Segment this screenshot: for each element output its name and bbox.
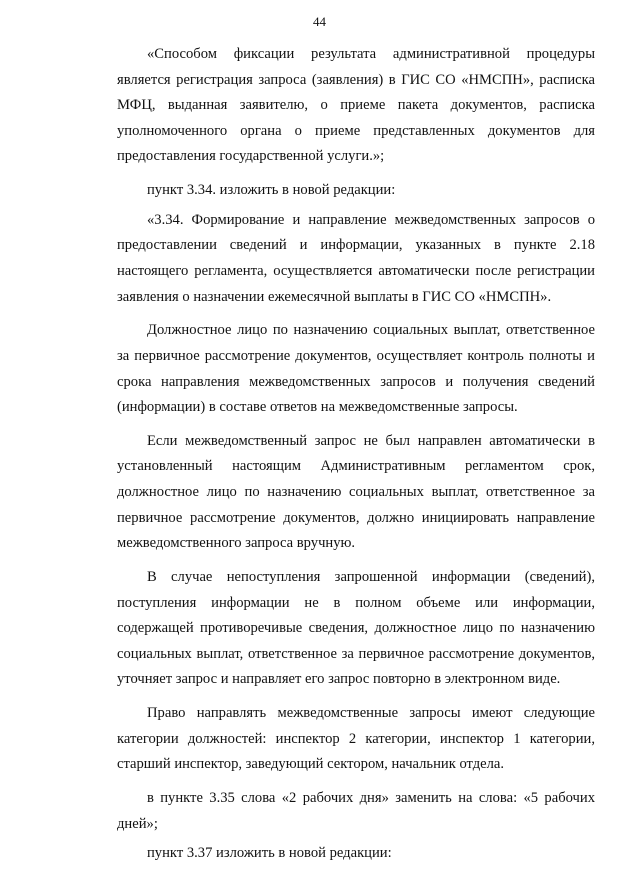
page-number: 44 (313, 14, 326, 29)
paragraph-repeat-request: В случае непоступления запрошенной информации (сведений), поступления информации не в полном объеме или информации, содержащей противоречивые сведения, должностное лицо по назначению социальных выплат, ответственное за первичное рассмотрение документов, уточняет запрос и направляет его запрос повторно в электронном виде. (117, 569, 595, 688)
paragraph-positions-list: Право направлять межведомственные запросы имеют следующие категории должностей: инспектор 2 категории, инспектор 1 категории, старший инспектор, заведующий сектором, начальник отдела. (117, 705, 595, 773)
body-text (117, 42, 595, 871)
paragraph-control-official: Должностное лицо по назначению социальных выплат, ответственное за первичное рассмотрение документов, осуществляет контроль полноты и срока направления межведомственных запросов и получения сведений (информации) в составе ответов на межведомственные запросы. (117, 322, 595, 416)
paragraph-amend-3-35: в пункте 3.35 слова «2 рабочих дня» заменить на слова: «5 рабочих дней»; (117, 790, 595, 832)
paragraph-manual-request: Если межведомственный запрос не был направлен автоматически в установленный настоящим Административным регламентом срок, должностное лицо по назначению социальных выплат, ответственное за первичное рассмотрение документов, должно инициировать направление межведомственного запроса вручную. (117, 432, 595, 552)
paragraph-amend-3-37: пункт 3.37 изложить в новой редакции: (147, 845, 392, 862)
paragraph-amend-3-34: пункт 3.34. изложить в новой редакции: (147, 182, 396, 199)
paragraph-fixation-method: «Способом фиксации результата административной процедуры является регистрация запроса (заявления) в ГИС СО «НМСПН», расписка МФЦ, выданная заявителю, о приеме пакета документов, расписка уполномоченного органа о приеме представленных документов для предоставления государственной услуги.»; (117, 46, 595, 165)
paragraph-3-34: «3.34. Формирование и направление межведомственных запросов о предоставлении сведений и информации, указанных в пункте 2.18 настоящего регламента, осуществляется автоматически после регистрации заявления о назначении ежемесячной выплаты в ГИС СО «НМСПН». (117, 211, 595, 305)
